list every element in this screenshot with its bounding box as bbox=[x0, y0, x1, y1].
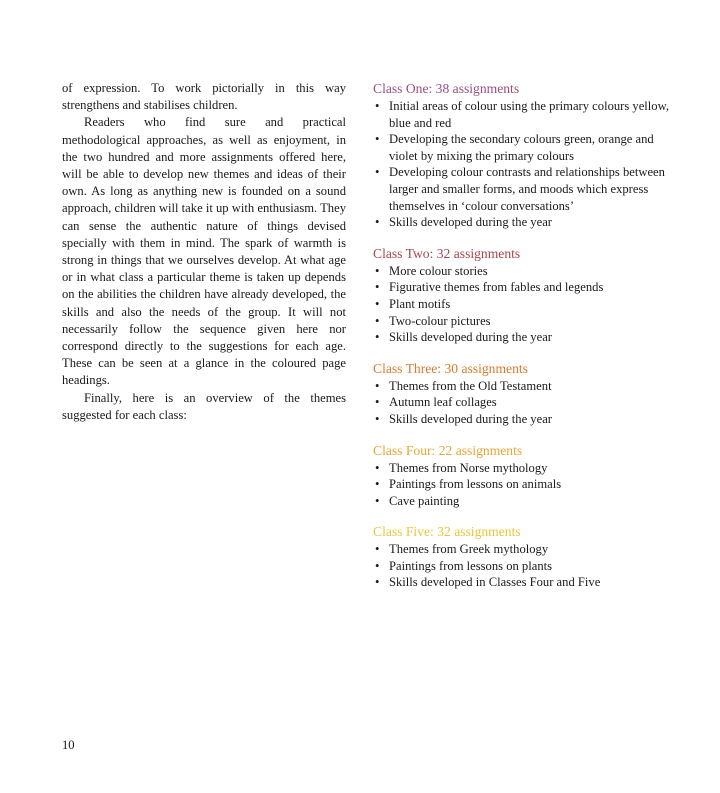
paragraph-1: of expression. To work pictorially in this way strengthens and stabilises children. bbox=[62, 81, 346, 113]
class-section bbox=[373, 442, 673, 510]
bullet-icon: • bbox=[375, 378, 380, 393]
list-item bbox=[373, 558, 673, 575]
list-item bbox=[373, 214, 673, 231]
bullet-icon: • bbox=[375, 99, 380, 113]
class-heading: Class One: 38 assignments bbox=[373, 81, 520, 96]
list-item-text: Developing the secondary colours green, orange and violet by mixing the primary colours bbox=[389, 132, 654, 163]
bullet-icon: • bbox=[375, 132, 380, 147]
bullet-icon: • bbox=[375, 395, 380, 410]
assignment-list bbox=[373, 541, 673, 591]
list-item bbox=[373, 394, 673, 411]
bullet-icon: • bbox=[375, 493, 380, 508]
bullet-icon: • bbox=[375, 215, 380, 230]
list-item bbox=[373, 296, 673, 313]
bullet-icon: • bbox=[375, 165, 380, 180]
bullet-icon: • bbox=[375, 558, 380, 573]
assignment-list bbox=[373, 263, 673, 346]
list-item bbox=[373, 279, 673, 296]
list-item-text: Developing colour contrasts and relationships between larger and smaller forms, and moods which express themselves in ‘colour conversations’ bbox=[389, 165, 665, 213]
list-item bbox=[373, 329, 673, 346]
class-section bbox=[373, 360, 673, 428]
list-item bbox=[373, 98, 673, 131]
list-item bbox=[373, 493, 673, 510]
bullet-icon: • bbox=[375, 313, 380, 328]
paragraph-3: Finally, here is an overview of the themes suggested for each class: bbox=[62, 390, 346, 422]
bullet-icon: • bbox=[375, 411, 380, 426]
list-item-text: Themes from Greek mythology bbox=[389, 542, 549, 557]
list-item bbox=[373, 541, 673, 558]
list-item bbox=[373, 164, 673, 214]
list-item-text: Themes from the Old Testament bbox=[389, 378, 552, 393]
list-item-text: Skills developed during the year bbox=[389, 411, 552, 426]
list-item-text: Themes from Norse mythology bbox=[389, 460, 548, 475]
class-heading: Class Two: 32 assignments bbox=[373, 245, 521, 261]
assignment-list bbox=[373, 378, 673, 428]
list-item-text: Plant motifs bbox=[389, 296, 451, 311]
class-section bbox=[373, 245, 673, 346]
list-item bbox=[373, 460, 673, 477]
bullet-icon: • bbox=[375, 280, 380, 295]
assignment-list bbox=[373, 98, 673, 231]
assignment-list bbox=[373, 460, 673, 510]
list-item bbox=[373, 411, 673, 428]
list-item-text: Cave painting bbox=[389, 493, 460, 508]
list-item bbox=[373, 313, 673, 330]
bullet-icon: • bbox=[375, 542, 380, 557]
list-item bbox=[373, 574, 673, 591]
list-item-text: Skills developed during the year bbox=[389, 215, 552, 230]
list-item-text: More colour stories bbox=[389, 263, 488, 278]
list-item-text: Autumn leaf collages bbox=[389, 395, 497, 410]
class-heading: Class Five: 32 assignments bbox=[373, 524, 521, 540]
left-column-text bbox=[62, 80, 346, 424]
list-item-text: Paintings from lessons on animals bbox=[389, 477, 562, 492]
bullet-icon: • bbox=[375, 330, 380, 345]
list-item bbox=[373, 378, 673, 395]
class-overview bbox=[373, 80, 673, 605]
bullet-icon: • bbox=[375, 296, 380, 311]
bullet-icon: • bbox=[375, 575, 380, 590]
list-item bbox=[373, 476, 673, 493]
list-item-text: Paintings from lessons on plants bbox=[389, 558, 553, 573]
bullet-icon: • bbox=[375, 263, 380, 278]
class-heading: Class Four: 22 assignments bbox=[373, 442, 523, 458]
list-item-text: Initial areas of colour using the primary colours yellow, blue and red bbox=[389, 99, 670, 130]
list-item-text: Figurative themes from fables and legends bbox=[389, 280, 604, 295]
class-section bbox=[373, 523, 673, 591]
class-heading: Class Three: 30 assignments bbox=[373, 360, 528, 376]
paragraph-2: Readers who find sure and practical methodological approaches, as well as enjoyment, in the two hundred and more assignments offered here, will be able to develop new themes and ideas of their own. As long as anything new is founded on a sound approach, children will take it up with enthusiasm. They can sense the authentic nature of things devised specially with them in mind. The spark of warmth is strong in things that we ourselves develop. At what age or in what class a particular theme is taken up depends on the abilities the children have already developed, the skills and also the needs of the group. It will not necessarily follow the sequence given here nor correspond directly to the suggestions for each age. These can be seen at a glance in the coloured page headings. bbox=[62, 115, 346, 388]
bullet-icon: • bbox=[375, 477, 380, 492]
list-item-text: Skills developed during the year bbox=[389, 330, 552, 345]
list-item bbox=[373, 131, 673, 164]
list-item bbox=[373, 263, 673, 280]
bullet-icon: • bbox=[375, 460, 380, 475]
class-section bbox=[373, 80, 673, 231]
page-number: 10 bbox=[62, 738, 75, 752]
list-item-text: Skills developed in Classes Four and Five bbox=[389, 575, 601, 590]
list-item-text: Two-colour pictures bbox=[389, 313, 491, 328]
